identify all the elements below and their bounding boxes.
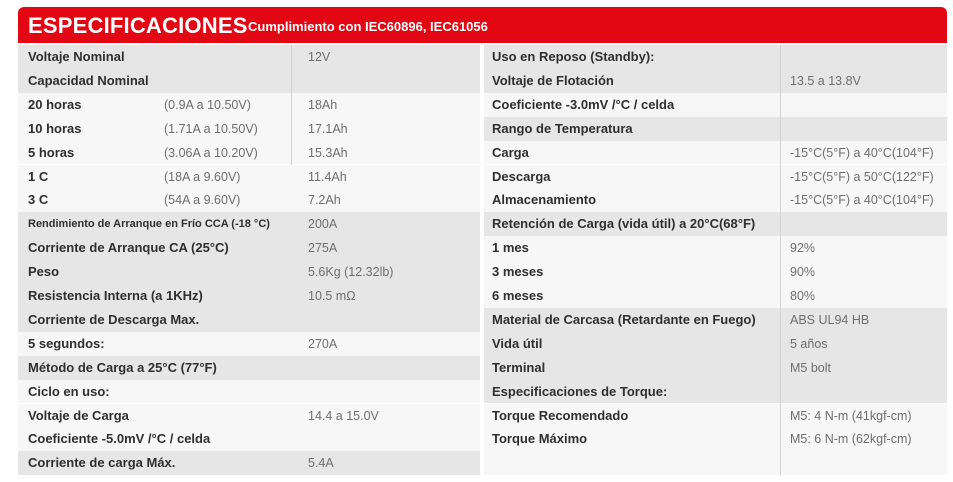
spec-row: [484, 404, 947, 428]
spec-row: [18, 356, 480, 380]
spec-value: -15°C(5°F) a 50°C(122°F): [790, 169, 934, 184]
spec-label: Retención de Carga (vida útil) a 20°C(68°F): [492, 216, 756, 232]
spec-row: [484, 69, 947, 93]
spec-label: Voltaje de Carga: [28, 407, 129, 423]
spec-label: 5 segundos:: [28, 335, 105, 351]
spec-row: [484, 308, 947, 332]
spec-value: 18Ah: [308, 97, 338, 112]
spec-row: [484, 165, 947, 189]
spec-label: Coeficiente -5.0mV /°C / celda: [28, 431, 211, 447]
spec-value: 5 años: [790, 336, 828, 351]
spec-row: [484, 284, 947, 308]
spec-row: [484, 380, 947, 404]
spec-label: 3 meses: [492, 264, 544, 280]
spec-row: [484, 45, 947, 69]
spec-label: 3 C: [28, 192, 49, 208]
spec-value: 90%: [790, 265, 816, 280]
spec-label: Resistencia Interna (a 1KHz): [28, 288, 203, 303]
spec-value: 12V: [308, 50, 331, 64]
spec-row: [18, 332, 480, 356]
spec-row: [18, 260, 480, 284]
spec-value: 15.3Ah: [308, 145, 348, 160]
spec-row: [484, 451, 947, 475]
spec-value: 14.4 a 15.0V: [308, 408, 379, 423]
spec-condition: (1.71A a 10.50V): [164, 121, 258, 136]
spec-value: 13.5 a 13.8V: [790, 73, 861, 88]
spec-value: 17.1Ah: [308, 121, 348, 136]
spec-condition: (3.06A a 10.20V): [164, 145, 258, 160]
spec-label: Coeficiente -3.0mV /°C / celda: [492, 96, 675, 112]
spec-label: 6 meses: [492, 288, 544, 303]
spec-label: Método de Carga a 25°C (77°F): [28, 359, 217, 375]
spec-row: [18, 404, 480, 428]
spec-label: 20 horas: [28, 96, 82, 112]
spec-label: Voltaje Nominal: [28, 49, 125, 64]
spec-value: 10.5 mΩ: [308, 289, 356, 303]
spec-row: [18, 451, 480, 475]
spec-label: 1 C: [28, 168, 49, 184]
spec-label: Torque Máximo: [492, 431, 588, 447]
spec-label: Vida útil: [492, 335, 543, 351]
spec-row: [484, 236, 947, 260]
spec-value: 270A: [308, 336, 338, 351]
spec-label: Especificaciones de Torque:: [492, 383, 668, 399]
spec-title: ESPECIFICACIONES: [28, 13, 248, 38]
spec-value: 5.6Kg (12.32lb): [308, 265, 394, 280]
spec-row: [18, 165, 480, 189]
spec-label: 10 horas: [28, 120, 82, 136]
spec-row: [484, 188, 947, 212]
spec-row: [484, 332, 947, 356]
spec-value: M5: 4 N-m (41kgf-cm): [790, 408, 912, 423]
spec-label: Peso: [28, 264, 60, 280]
left-spec-table: [18, 45, 480, 475]
spec-label: Torque Recomendado: [492, 407, 629, 423]
spec-value: ABS UL94 HB: [790, 312, 870, 327]
column-divider: [780, 45, 781, 475]
spec-row: [18, 93, 480, 117]
spec-value: M5 bolt: [790, 360, 831, 375]
spec-row: [18, 212, 480, 236]
spec-row: [18, 380, 480, 404]
spec-row: [484, 212, 947, 236]
right-spec-table: [484, 45, 947, 475]
spec-value: 275A: [308, 241, 338, 256]
column-divider: [291, 45, 292, 165]
spec-row: [484, 117, 947, 141]
spec-label: Ciclo en uso:: [28, 383, 110, 399]
spec-value: 5.4A: [308, 456, 334, 471]
spec-label: Capacidad Nominal: [28, 72, 149, 88]
spec-row: [18, 284, 480, 308]
spec-label: 1 mes: [492, 240, 529, 256]
spec-label: Corriente de Arranque CA (25°C): [28, 240, 229, 256]
spec-label: Voltaje de Flotación: [492, 72, 614, 88]
spec-row: [18, 308, 480, 332]
spec-value: 92%: [790, 241, 816, 256]
spec-label: Almacenamiento: [492, 192, 597, 208]
spec-condition: (54A a 9.60V): [164, 193, 241, 208]
spec-value: 200A: [308, 217, 338, 232]
spec-row: [484, 356, 947, 380]
spec-row: [484, 93, 947, 117]
spec-label: 5 horas: [28, 144, 75, 160]
spec-label: Rendimiento de Arranque en Frío CCA (-18 °C): [28, 218, 270, 231]
spec-row: [18, 69, 480, 93]
spec-label: Material de Carcasa (Retardante en Fuego): [492, 311, 756, 327]
spec-value: M5: 6 N-m (62kgf-cm): [790, 432, 912, 447]
spec-row: [484, 260, 947, 284]
spec-label: Corriente de carga Máx.: [28, 455, 176, 471]
spec-value: 80%: [790, 289, 816, 303]
spec-row: [18, 117, 480, 141]
spec-value: 11.4Ah: [308, 169, 347, 184]
spec-label: Carga: [492, 144, 529, 160]
spec-label: Descarga: [492, 168, 551, 184]
spec-subtitle: Cumplimiento con IEC60896, IEC61056: [248, 19, 488, 34]
spec-value: -15°C(5°F) a 40°C(104°F): [790, 193, 934, 208]
spec-condition: (18A a 9.60V): [164, 169, 241, 184]
spec-label: Terminal: [492, 359, 546, 375]
spec-label: Uso en Reposo (Standby):: [492, 49, 655, 64]
spec-value: 7.2Ah: [308, 193, 341, 208]
spec-row: [18, 45, 480, 69]
spec-header: [18, 7, 947, 43]
spec-value: -15°C(5°F) a 40°C(104°F): [790, 145, 934, 160]
spec-row: [484, 427, 947, 451]
spec-row: [18, 188, 480, 212]
spec-row: [18, 236, 480, 260]
spec-condition: (0.9A a 10.50V): [164, 97, 251, 112]
spec-row: [484, 141, 947, 165]
spec-row: [18, 141, 480, 165]
spec-label: Rango de Temperatura: [492, 120, 633, 136]
spec-row: [18, 427, 480, 451]
spec-label: Corriente de Descarga Max.: [28, 311, 200, 327]
